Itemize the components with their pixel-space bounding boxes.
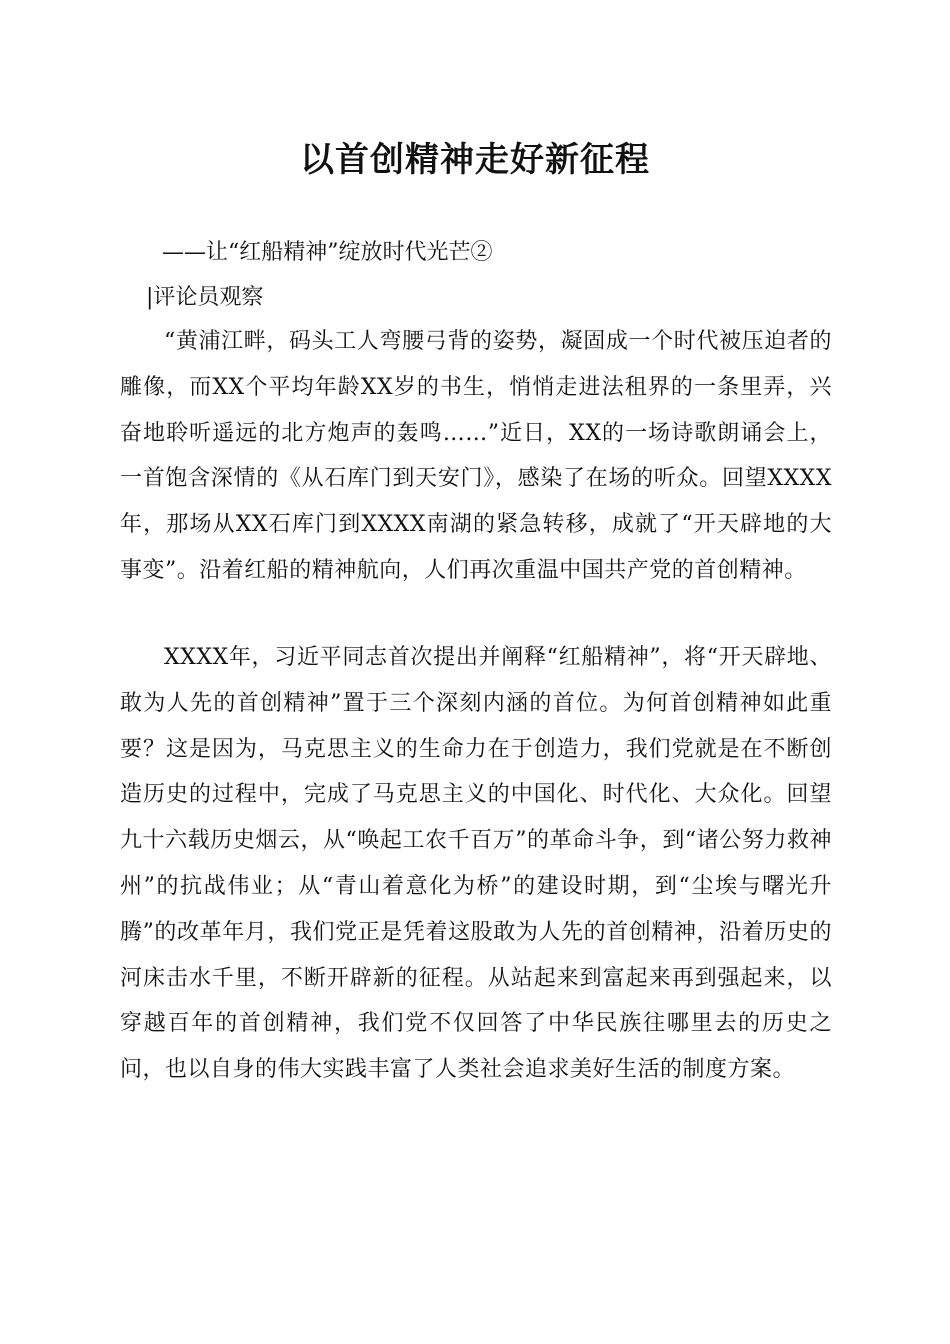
body-paragraph: XXXX年，习近平同志首次提出并阐释“红船精神”，将“开天辟地、敢为人先的首创精神”置于三个深刻内涵的首位。为何首创精神如此重要？这是因为，马克思主义的生命力在于创造力，我们党就是在不断创造历史的过程中，完成了马克思主义的中国化、时代化、大众化。回望九十六载历史烟云，从“唤起工农千百万”的革命斗争，到“诸公努力救神州”的抗战伟业；从“青山着意化为桥”的建设时期，到“尘埃与曙光升腾”的改革年月，我们党正是凭着这股敢为人先的首创精神，沿着历史的河床击水千里，不断开辟新的征程。从站起来到富起来再到强起来，以穿越百年的首创精神，我们党不仅回答了中华民族往哪里去的历史之问，也以自身的伟大实践丰富了人类社会追求美好生活的制度方案。 [120, 645, 832, 1083]
article-title: 以首创精神走好新征程 [300, 140, 650, 180]
article-subtitle: ——让“红船精神”绽放时代光芒② [162, 240, 493, 265]
body-paragraph: “黄浦江畔，码头工人弯腰弓背的姿势，凝固成一个时代被压迫者的雕像，而XX个平均年龄XX岁的书生，悄悄走进法租界的一条里弄，兴奋地聆听遥远的北方炮声的轰鸣……”近日，XX的一场诗歌朗诵会上，一首饱含深情的《从石库门到天安门》，感染了在场的听众。回望XXXX年，那场从XX石库门到XXXX南湖的紧急转移，成就了“开天辟地的大事变”。沿着红船的精神航向，人们再次重温中国共产党的首创精神。 [120, 329, 832, 583]
column-label: |评论员观察 [146, 285, 264, 310]
